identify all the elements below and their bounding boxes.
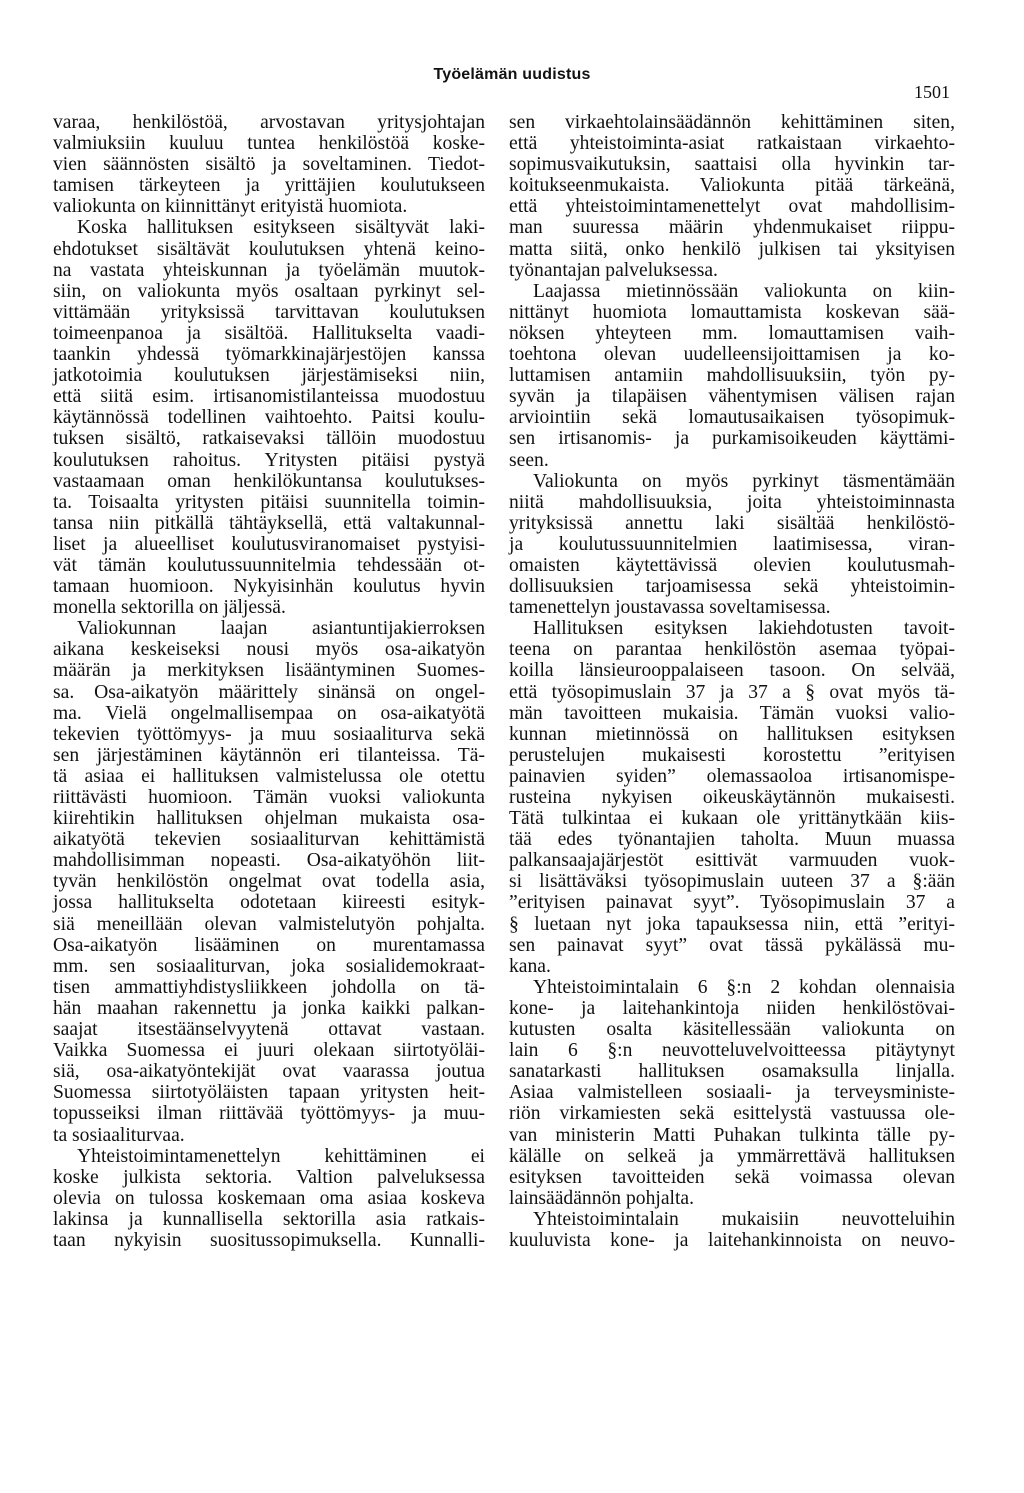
text-line: seen. [509, 449, 549, 471]
text-line: nöksen yhteyteen mm. lomauttamisen vaih- [509, 322, 955, 344]
text-line: vät tämän koulutussuunnitelmia tehdessään ot- [53, 554, 485, 576]
text-line: Osa-aikatyön lisääminen on murentamassa [53, 934, 485, 956]
text-line: tekevien työttömyys- ja muu sosiaaliturva sekä [53, 723, 485, 745]
text-line: jossa hallitukselta odotetaan kiireesti esityk- [53, 892, 485, 914]
text-line: Yhteistoimintamenettelyn kehittäminen ei [77, 1145, 485, 1167]
text-line: mm. sen sosiaaliturvan, joka sosialidemokraat- [53, 955, 485, 977]
text-line: toehtona olevan uudelleensijoittamisen ja ko- [509, 344, 955, 366]
text-line: niitä mahdollisuuksia, joita yhteistoiminnasta [509, 491, 955, 513]
text-line: toimeenpanoa ja sisältöä. Hallitukselta vaadi- [53, 322, 485, 344]
text-line: kone- ja laitehankintoja niiden henkilöstövai- [509, 997, 955, 1019]
page-number: 1501 [914, 82, 950, 102]
text-line: Suomessa siirtotyöläisten tapaan yritysten heit- [53, 1082, 485, 1104]
text-line: lakinsa ja kunnallisella sektorilla asia ratkais- [53, 1208, 485, 1230]
text-line: lainsäädännön pohjalta. [509, 1187, 694, 1209]
text-line: tansa niin pitkällä tähtäyksellä, että valtakunnal- [53, 512, 485, 534]
text-line: Valiokunta on myös pyrkinyt täsmentämään [533, 470, 955, 492]
text-line: arviointiin sekä lomautusaikaisen työsopimuk- [509, 407, 955, 429]
text-line: riön virkamiesten sekä esittelystä vastuussa ole- [509, 1103, 955, 1125]
text-line: tamisen tärkeyteen ja yrittäjien koulutukseen [53, 175, 485, 197]
text-line: tamenettelyn joustavassa soveltamisessa. [509, 597, 831, 619]
text-line: ehdotukset sisältävät koulutuksen yhtenä keino- [53, 238, 485, 260]
text-line: Laajassa mietinnössään valiokunta on kiin- [533, 280, 955, 302]
text-line: sen järjestäminen käytännön eri tilanteissa. Tä- [53, 744, 485, 766]
text-line: si lisättäväksi työsopimuslain uuteen 37 a §:ään [509, 871, 955, 893]
text-line: vastaamaan oman henkilökuntansa koulutukses- [53, 470, 485, 492]
text-line: tää edes työnantajien taholta. Muun muassa [509, 829, 955, 851]
text-line: sen irtisanomis- ja purkamisoikeuden käyttämi- [509, 428, 955, 450]
text-line: riittävästi huomioon. Tämän vuoksi valiokunta [53, 787, 485, 808]
text-line: saajat itsestäänselvyytenä ottavat vastaan. [53, 1019, 485, 1041]
text-line: monella sektorilla on jäljessä. [53, 597, 286, 619]
text-line: teena on parantaa henkilöstön asemaa työpai- [509, 639, 955, 661]
text-line: Koska hallituksen esitykseen sisältyvät laki- [77, 217, 485, 239]
text-line: hän maahan rakennettu ja jonka kaikki palkan- [53, 997, 485, 1019]
text-line: koitukseenmukaista. Valiokunta pitää tärkeänä, [509, 175, 955, 197]
text-line: työnantajan palveluksessa. [509, 259, 718, 281]
text-line: perustelujen mukaisesti korostettu ”erityisen [509, 744, 955, 766]
right-column [509, 112, 955, 1251]
text-line: siin, on valiokunta myös osaltaan pyrkinyt sel- [53, 280, 485, 302]
text-line: Vaikka Suomessa ei juuri olekaan siirtotyöläi- [53, 1040, 485, 1062]
text-line: nittänyt huomiota lomauttamista koskevan sää- [509, 301, 955, 323]
text-line: kutusten osalta käsitellessään valiokunta on [509, 1019, 955, 1041]
text-line: man suuressa määrin yhdenmukaiset riippu- [509, 217, 955, 239]
text-line: kuuluvista kone- ja laitehankinnoista on neuvo- [509, 1229, 955, 1251]
text-line: aikana keskeiseksi nousi myös osa-aikatyön [53, 639, 485, 661]
text-line: mahdollisimman nopeasti. Osa-aikatyöhön liit- [53, 850, 485, 872]
text-line: esityksen tavoitteiden sekä voimassa olevan [509, 1166, 955, 1188]
text-line: män tavoitteen mukaisia. Tämän vuoksi valio- [509, 702, 955, 724]
text-line: kälälle on selkeä ja ymmärrettävä hallituksen [509, 1145, 955, 1167]
text-line: siä meneillään olevan valmistelutyön pohjalta. [53, 913, 485, 935]
text-line: yrityksissä annettu laki sisältää henkilöstö- [509, 512, 955, 534]
text-line: ”erityisen painavat syyt”. Työsopimuslain 37 a [509, 892, 955, 914]
text-line: että työsopimuslain 37 ja 37 a § ovat myös tä- [509, 681, 955, 703]
text-line: koilla länsieurooppalaiseen tasoon. On selvää, [509, 660, 955, 682]
text-line: omaisten käytettävissä olevien koulutusmah- [509, 554, 955, 576]
text-line: kunnan mietinnössä on hallituksen esityksen [509, 723, 955, 745]
text-line: määrän ja merkityksen lisääntyminen Suomes- [53, 660, 485, 682]
text-line: tuksen sisältö, ratkaisevaksi tällöin muodostuu [53, 428, 485, 450]
text-line: Valiokunnan laajan asiantuntijakierroksen [77, 618, 485, 640]
text-line: sen painavat syyt” ovat tässä pykälässä mu- [509, 934, 955, 956]
text-line: Tätä tulkintaa ei kukaan ole yrittänytkään kiis- [509, 808, 955, 830]
text-line: taankin yhdessä työmarkkinajärjestöjen kanssa [53, 344, 485, 366]
text-line: topusseiksi ilman riittävää työttömyys- ja muu- [53, 1103, 485, 1125]
text-line: vittämään yrityksissä tarvittavan koulutuksen [53, 301, 485, 323]
text-line: ma. Vielä ongelmallisempaa on osa-aikatyötä [53, 702, 485, 724]
text-line: tamaan huomioon. Nykyisinhän koulutus hyvin [53, 576, 485, 598]
text-line: tyvän henkilöstön ongelmat ovat todella asia, [53, 871, 485, 893]
text-line: valmiuksiin kuuluu tuntea henkilöstöä koske- [53, 133, 485, 155]
text-line: Yhteistoimintalain mukaisiin neuvotteluihin [533, 1208, 955, 1230]
text-line: dollisuuksien tarjoamisessa sekä yhteistoimin- [509, 576, 955, 598]
text-line: rusteina nykyisen oikeuskäytännön mukaisesti. [509, 787, 955, 808]
text-line: valiokunta on kiinnittänyt erityistä huomiota. [53, 196, 408, 218]
text-line: syvän ja tilapäisen vähentymisen välisen rajan [509, 386, 955, 408]
text-line: koske julkista sektoria. Valtion palveluksessa [53, 1166, 485, 1188]
text-line: palkansaajajärjestöt esittivät varmuuden vuok- [509, 850, 955, 872]
text-line: ja koulutussuunnitelmien laatimisessa, viran- [509, 533, 955, 555]
text-line: painavien syiden” olemassaoloa irtisanomispe- [509, 765, 955, 787]
text-line: vien säännösten sisältö ja soveltaminen. Tiedot- [53, 154, 485, 176]
text-line: olevia on tulossa koskemaan oma asiaa koskeva [53, 1187, 485, 1209]
text-line: koulutuksen rahoitus. Yritysten pitäisi pystyä [53, 449, 485, 471]
text-line: lain 6 §:n neuvotteluvelvoitteessa pitäytynyt [509, 1040, 955, 1062]
text-line: että yhteistoimintamenettelyt ovat mahdollisim- [509, 196, 955, 218]
text-line: Yhteistoimintalain 6 §:n 2 kohdan olennaisia [533, 976, 955, 998]
text-line: sa. Osa-aikatyön määrittely sinänsä on ongel- [53, 681, 485, 703]
text-line: aikatyötä tekevien sosiaaliturvan kehittämistä [53, 829, 485, 851]
running-title: Työelämän uudistus [433, 66, 591, 83]
text-line: luttamisen antamiin mahdollisuuksiin, työn py- [509, 365, 955, 387]
text-line: van ministerin Matti Puhakan tulkinta tälle py- [509, 1124, 955, 1146]
text-line: matta siitä, onko henkilö julkisen tai yksityisen [509, 238, 955, 260]
text-line: kana. [509, 955, 551, 977]
text-line: Asiaa valmistelleen sosiaali- ja terveysministe- [509, 1082, 955, 1104]
text-line: na vastata yhteiskunnan ja työelämän muutok- [53, 259, 485, 281]
text-line: kiirehtikin hallituksen ohjelman mukaista osa- [53, 808, 485, 830]
text-line: sen virkaehtolainsäädännön kehittäminen siten, [509, 112, 955, 133]
text-line: käytännössä todellinen vaihtoehto. Paitsi koulu- [53, 407, 485, 429]
text-line: varaa, henkilöstöä, arvostavan yritysjohtajan [53, 112, 485, 133]
text-line: tisen ammattiyhdistysliikkeen johdolla on tä- [53, 976, 485, 998]
text-line: liset ja alueelliset koulutusviranomaiset pystyisi- [53, 533, 485, 555]
text-line: Hallituksen esityksen lakiehdotusten tavoit- [533, 618, 955, 640]
left-column [53, 112, 485, 1251]
text-line: jatkotoimia koulutuksen järjestämiseksi niin, [53, 365, 485, 387]
text-line: että siitä esim. irtisanomistilanteissa muodostuu [53, 386, 485, 408]
text-line: että yhteistoiminta-asiat ratkaistaan virkaehto- [509, 133, 955, 155]
text-line: siä, osa-aikatyöntekijät ovat vaarassa joutua [53, 1061, 485, 1083]
text-line: tä asiaa ei hallituksen valmistelussa ole otettu [53, 765, 485, 787]
text-line: taan nykyisin suositussopimuksella. Kunnalli- [53, 1229, 485, 1251]
text-line: ta. Toisaalta yritysten pitäisi suunnitella toimin- [53, 491, 485, 513]
text-line: § luetaan nyt joka tapauksessa niin, että ”erityi- [509, 913, 955, 935]
text-line: sanatarkasti hallituksen osamaksulla linjalla. [509, 1061, 955, 1083]
text-line: sopimusvaikutuksin, saattaisi olla hyvinkin tar- [509, 154, 955, 176]
text-line: ta sosiaaliturvaa. [53, 1124, 185, 1146]
